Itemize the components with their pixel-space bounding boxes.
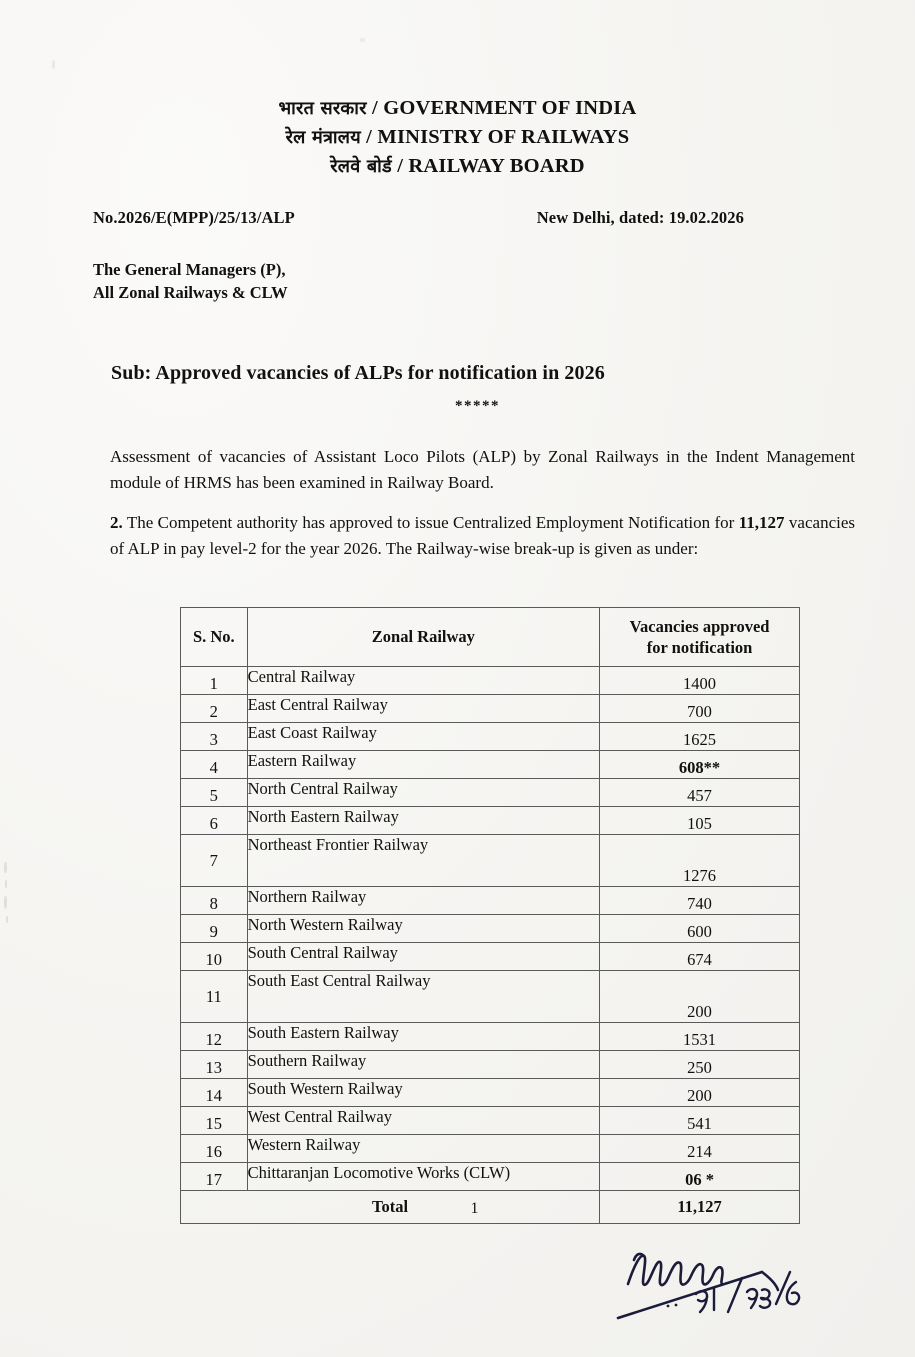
cell-zonal-railway: North Western Railway <box>247 915 599 943</box>
header-line-ministry <box>0 123 915 152</box>
table-row <box>181 723 800 751</box>
column-header-serial-number: S. No. <box>181 608 248 667</box>
table-row <box>181 915 800 943</box>
addressee-line-1: The General Managers (P), <box>93 260 286 279</box>
cell-zonal-railway: East Coast Railway <box>247 723 599 751</box>
column-header-vacancies-line2: for notification <box>646 638 753 657</box>
reference-date-line <box>93 208 822 228</box>
column-header-vacancies <box>600 608 800 667</box>
paragraph-2-total-emphasis: 11,127 <box>738 513 785 532</box>
header-english-ministry: / MINISTRY OF RAILWAYS <box>366 126 630 149</box>
cell-zonal-railway: East Central Railway <box>247 695 599 723</box>
cell-vacancies: 457 <box>600 779 800 807</box>
cell-vacancies: 200 <box>600 1079 800 1107</box>
column-header-zonal-railway: Zonal Railway <box>247 608 599 667</box>
scan-artifact <box>5 880 7 888</box>
reference-number: No.2026/E(MPP)/25/13/ALP <box>93 208 295 227</box>
table-row <box>181 1163 800 1191</box>
cell-vacancies: 740 <box>600 887 800 915</box>
table-row <box>181 667 800 695</box>
cell-serial-number: 10 <box>181 943 248 971</box>
addressee-line-2: All Zonal Railways & CLW <box>93 283 288 303</box>
scan-artifact <box>4 862 7 873</box>
table-row <box>181 1023 800 1051</box>
paragraph-2-before: The Competent authority has approved to issue Centralized Employment Notification for <box>122 513 739 532</box>
cell-serial-number: 13 <box>181 1051 248 1079</box>
cell-vacancies: 06 * <box>600 1163 800 1191</box>
cell-vacancies: 1400 <box>600 667 800 695</box>
table-row <box>181 1079 800 1107</box>
total-value: 11,127 <box>600 1191 800 1224</box>
table-row <box>181 751 800 779</box>
cell-zonal-railway: South East Central Railway <box>247 971 599 1023</box>
cell-vacancies: 1625 <box>600 723 800 751</box>
cell-zonal-railway: West Central Railway <box>247 1107 599 1135</box>
cell-vacancies: 105 <box>600 807 800 835</box>
cell-serial-number: 3 <box>181 723 248 751</box>
cell-zonal-railway: Northern Railway <box>247 887 599 915</box>
table-row <box>181 1107 800 1135</box>
cell-serial-number: 12 <box>181 1023 248 1051</box>
document-header <box>0 94 915 181</box>
cell-serial-number: 4 <box>181 751 248 779</box>
cell-vacancies: 214 <box>600 1135 800 1163</box>
cell-serial-number: 5 <box>181 779 248 807</box>
cell-vacancies: 600 <box>600 915 800 943</box>
table-body <box>181 667 800 1191</box>
cell-vacancies: 541 <box>600 1107 800 1135</box>
table-row <box>181 1135 800 1163</box>
table-header-row <box>181 608 800 667</box>
column-header-vacancies-line1: Vacancies approved <box>629 616 770 636</box>
vacancies-table <box>180 607 800 1224</box>
header-english-board: / RAILWAY BOARD <box>397 155 585 178</box>
page-number: 1 <box>470 1200 479 1217</box>
cell-vacancies: 700 <box>600 695 800 723</box>
table-row <box>181 943 800 971</box>
cell-zonal-railway: North Central Railway <box>247 779 599 807</box>
scan-artifact <box>6 916 8 923</box>
cell-serial-number: 14 <box>181 1079 248 1107</box>
cell-vacancies: 200 <box>600 971 800 1023</box>
cell-serial-number: 8 <box>181 887 248 915</box>
header-hindi-government: भारत सरकार <box>278 98 367 119</box>
header-hindi-board: रेलवे बोर्ड <box>330 156 392 178</box>
header-hindi-ministry: रेल मंत्रालय <box>285 127 361 149</box>
header-english-government: / GOVERNMENT OF INDIA <box>372 97 637 119</box>
cell-serial-number: 17 <box>181 1163 248 1191</box>
cell-zonal-railway: Central Railway <box>247 667 599 695</box>
addressee-block <box>93 258 288 305</box>
header-line-government <box>0 94 915 123</box>
paragraph-2 <box>110 510 855 563</box>
table-row <box>181 1051 800 1079</box>
table-row <box>181 807 800 835</box>
signature-block <box>610 1238 840 1348</box>
cell-vacancies: 1531 <box>600 1023 800 1051</box>
paragraph-1: Assessment of vacancies of Assistant Loco Pilots (ALP) by Zonal Railways in the Indent Management module of HRMS has been examined in Railway Board. <box>110 447 855 493</box>
scan-artifact <box>360 38 365 42</box>
cell-zonal-railway: South Western Railway <box>247 1079 599 1107</box>
table-row <box>181 887 800 915</box>
subject-line: Sub: Approved vacancies of ALPs for notification in 2026 <box>111 362 605 384</box>
total-label: Total <box>181 1191 600 1224</box>
paragraph-2-after: vacancies of ALP in pay level-2 for the year 2026. The Railway-wise break-up is given as under: <box>110 513 855 559</box>
cell-zonal-railway: Northeast Frontier Railway <box>247 835 599 887</box>
cell-serial-number: 7 <box>181 835 248 887</box>
handwritten-signature-icon <box>610 1238 840 1348</box>
cell-zonal-railway: Chittaranjan Locomotive Works (CLW) <box>247 1163 599 1191</box>
asterisk-separator: ***** <box>455 398 500 414</box>
cell-serial-number: 2 <box>181 695 248 723</box>
cell-serial-number: 16 <box>181 1135 248 1163</box>
cell-vacancies: 250 <box>600 1051 800 1079</box>
cell-zonal-railway: North Eastern Railway <box>247 807 599 835</box>
place-and-date: New Delhi, dated: 19.02.2026 <box>536 208 744 227</box>
scan-artifact <box>4 896 7 909</box>
cell-zonal-railway: Western Railway <box>247 1135 599 1163</box>
header-line-board <box>0 152 915 181</box>
cell-serial-number: 9 <box>181 915 248 943</box>
table-row <box>181 971 800 1023</box>
cell-vacancies: 1276 <box>600 835 800 887</box>
table-row <box>181 779 800 807</box>
paragraph-2-number: 2. <box>110 513 123 532</box>
cell-zonal-railway: Southern Railway <box>247 1051 599 1079</box>
cell-vacancies: 608** <box>600 751 800 779</box>
cell-vacancies: 674 <box>600 943 800 971</box>
cell-serial-number: 15 <box>181 1107 248 1135</box>
cell-serial-number: 6 <box>181 807 248 835</box>
cell-zonal-railway: Eastern Railway <box>247 751 599 779</box>
scan-artifact <box>52 60 55 69</box>
cell-serial-number: 11 <box>181 971 248 1023</box>
cell-zonal-railway: South Central Railway <box>247 943 599 971</box>
cell-zonal-railway: South Eastern Railway <box>247 1023 599 1051</box>
table-row <box>181 695 800 723</box>
table-row <box>181 835 800 887</box>
cell-serial-number: 1 <box>181 667 248 695</box>
